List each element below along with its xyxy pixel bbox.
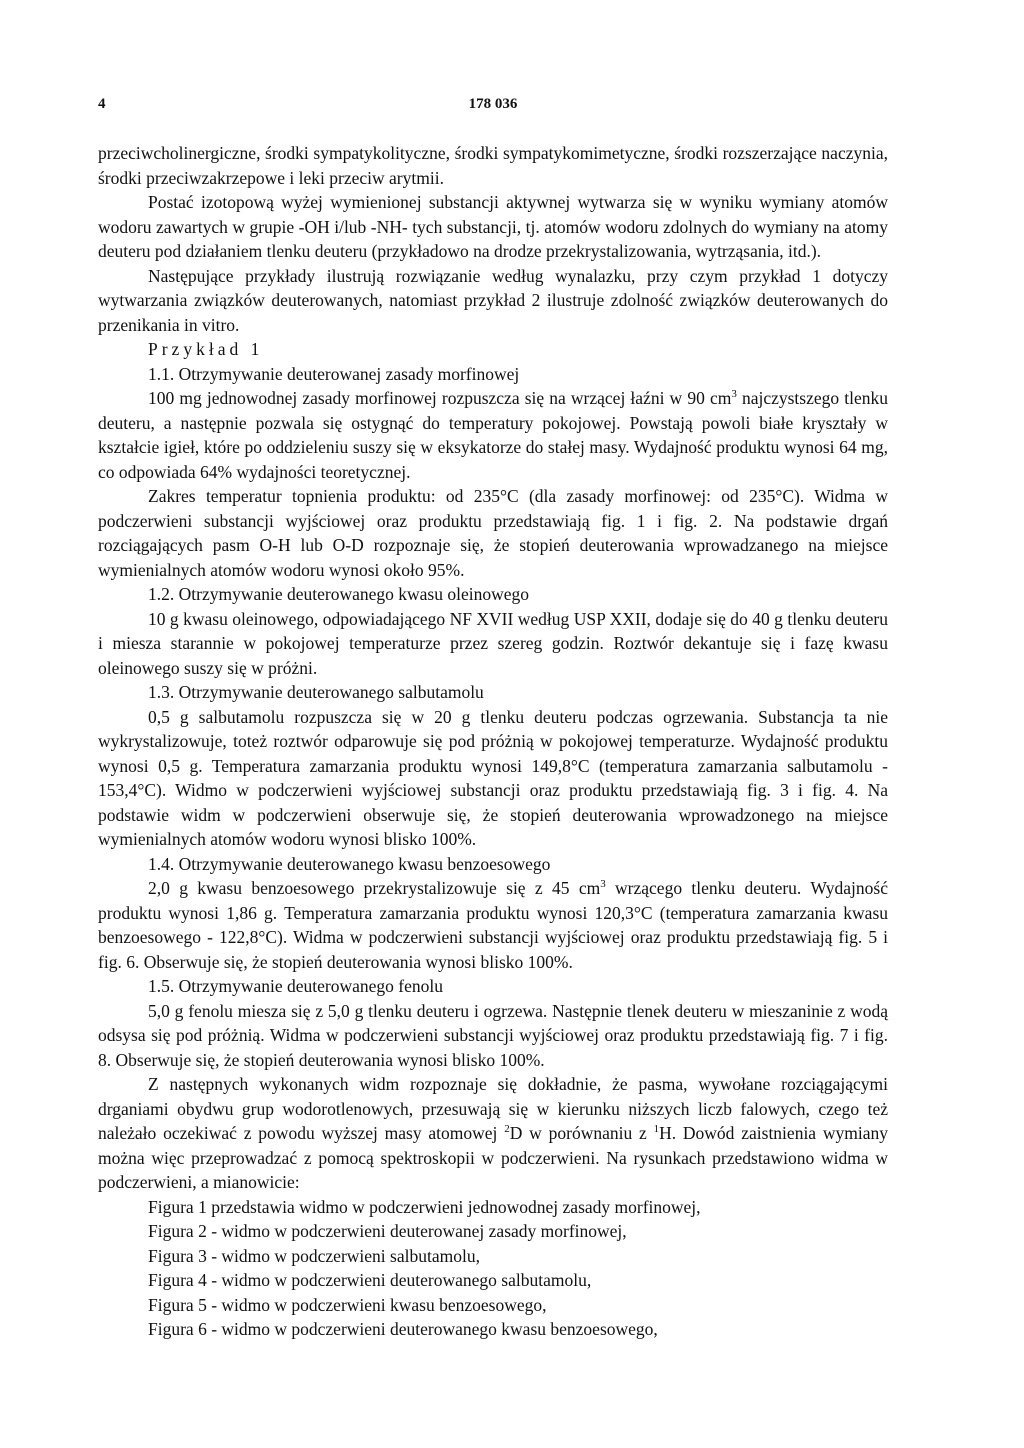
section-heading: 1.3. Otrzymywanie deuterowanego salbutamolu (148, 682, 484, 702)
figure-list-item: Figura 6 - widmo w podczerwieni deuterowanego kwasu benzoesowego, (148, 1319, 658, 1339)
paragraph: Postać izotopową wyżej wymienionej substancji aktywnej wytwarza się w wyniku wymiany atomów wodoru zawartych w grupie -OH i/lub -NH- tych substancji, tj. atomów wodoru zdolnych do wymiany na atomy deuteru pod działaniem tlenku deuteru (przykładowo na drodze przekrystalizowania, wytrząsania, itd.). (98, 192, 888, 261)
paragraph: 0,5 g salbutamolu rozpuszcza się w 20 g tlenku deuteru podczas ogrzewania. Substancja ta nie wykrystalizowuje, toteż roztwór odparowuje się pod próżnią w pokojowej temperaturze. Wydajność produktu wynosi 0,5 g. Temperatura zamarzania produktu wynosi 149,8°C (temperatura zamarzania salbutamolu - 153,4°C). Widmo w podczerwieni wyjściowej substancji oraz produktu przedstawiają fig. 3 i fig. 4. Na podstawie widm w podczerwieni obserwuje się, że stopień deuterowania wprowadzonego na miejsce wymienialnych atomów wodoru wynosi blisko 100%. (98, 706, 888, 849)
page-number: 4 (98, 96, 106, 112)
figure-list-item: Figura 5 - widmo w podczerwieni kwasu benzoesowego, (148, 1294, 547, 1315)
figure-list-item: Figura 4 - widmo w podczerwieni deuterowanego salbutamolu, (148, 1270, 592, 1290)
text-run: Z następnych wykonanych widm rozpoznaje się dokładnie, że pasma, wywołane rozciągającymi drganiami obydwu grup wodorotlenowych, przesuwają się w kierunku niższych liczb falowych, czego też należało oczekiwać z powodu wyższej masy atomowej (98, 1074, 888, 1143)
text-run: wrzącego tlenku deuteru. Wydajność produktu wynosi 1,86 g. Temperatura zamarzania produktu wynosi 120,3°C (temperatura zamarzania kwasu benzoesowego - 122,8°C). Widma w podczerwieni substancji wyjściowej oraz produktu przedstawiają fig. 5 i fig. 6. Obserwuje się, że stopień deuterowania wynosi blisko 100%. (98, 878, 888, 972)
paragraph: Następujące przykłady ilustrują rozwiązanie według wynalazku, przy czym przykład 1 dotyczy wytwarzania związków deuterowanych, natomiast przykład 2 ilustruje zdolność związków deuterowanych do przenikania in vitro. (98, 265, 888, 335)
figure-list-item: Figura 3 - widmo w podczerwieni salbutamolu, (148, 1245, 480, 1266)
superscript: 3 (600, 878, 606, 891)
paragraph: 10 g kwasu oleinowego, odpowiadającego NF XVII według USP XXII, dodaje się do 40 g tlenku deuteru i miesza starannie w pokojowej temperaturze przez szereg godzin. Roztwór dekantuje się i fazę kwasu oleinowego suszy się w próżni. (98, 608, 888, 678)
paragraph: przeciwcholinergiczne, środki sympatykolityczne, środki sympatykomimetyczne, środki rozszerzające naczynia, środki przeciwzakrzepowe i leki przeciw arytmii. (98, 143, 888, 188)
superscript: 2 (504, 1123, 510, 1136)
example-heading: Przykład 1 (148, 339, 264, 359)
document-body (98, 141, 888, 1342)
paragraph: 5,0 g fenolu miesza się z 5,0 g tlenku deuteru i ogrzewa. Następnie tlenek deuteru w mieszaninie z wodą odsysa się pod próżnią. Widma w podczerwieni substancji wyjściowej oraz produktu przedstawiają fig. 7 i fig. 8. Obserwuje się, że stopień deuterowania wynosi blisko 100%. (98, 1000, 888, 1070)
patent-number: 178 036 (468, 96, 518, 112)
text-run: D w porównaniu z (509, 1123, 654, 1143)
text-run: 2,0 g kwasu benzoesowego przekrystalizowuje się z 45 cm (148, 878, 601, 898)
paragraph: Zakres temperatur topnienia produktu: od 235°C (dla zasady morfinowej: od 235°C). Widma w podczerwieni substancji wyjściowej oraz produktu przedstawiają fig. 1 i fig. 2. Na podstawie drgań rozciągających pasm O-H lub O-D rozpoznaje się, że stopień deuterowania wprowadzanego na miejsce wymienialnych atomów wodoru wynosi około 95%. (98, 486, 888, 580)
superscript: 3 (731, 388, 737, 401)
superscript: 1 (653, 1123, 660, 1136)
text-run: H. Dowód zaistnienia wymiany można więc przeprowadzać z pomocą spektroskopii w podczerwieni. Na rysunkach przedstawiono widma w podczerwieni, a mianowicie: (98, 1123, 889, 1192)
text-run: 100 mg jednowodnej zasady morfinowej rozpuszcza się na wrzącej łaźni w 90 cm (148, 388, 732, 408)
paragraph (98, 1072, 888, 1195)
section-heading: 1.4. Otrzymywanie deuterowanego kwasu benzoesowego (148, 853, 551, 874)
paragraph (98, 386, 888, 484)
section-heading: 1.1. Otrzymywanie deuterowanej zasady morfinowej (148, 363, 520, 384)
text-run: najczystszego tlenku deuteru, a następnie pozwala się ostygnąć do temperatury pokojowej. Powstają powoli białe kryształy w kształcie igieł, które po oddzieleniu suszy się w eksykatorze do stałej masy. Wydajność produktu wynosi 64 mg, co odpowiada 64% wydajności teoretycznej. (98, 388, 888, 482)
paragraph (98, 876, 888, 974)
figure-list-item: Figura 2 - widmo w podczerwieni deuterowanej zasady morfinowej, (148, 1221, 627, 1241)
section-heading: 1.5. Otrzymywanie deuterowanego fenolu (148, 976, 443, 996)
figure-list-item: Figura 1 przedstawia widmo w podczerwieni jednowodnej zasady morfinowej, (148, 1196, 701, 1217)
section-heading: 1.2. Otrzymywanie deuterowanego kwasu oleinowego (148, 584, 530, 604)
page-header (98, 96, 888, 116)
